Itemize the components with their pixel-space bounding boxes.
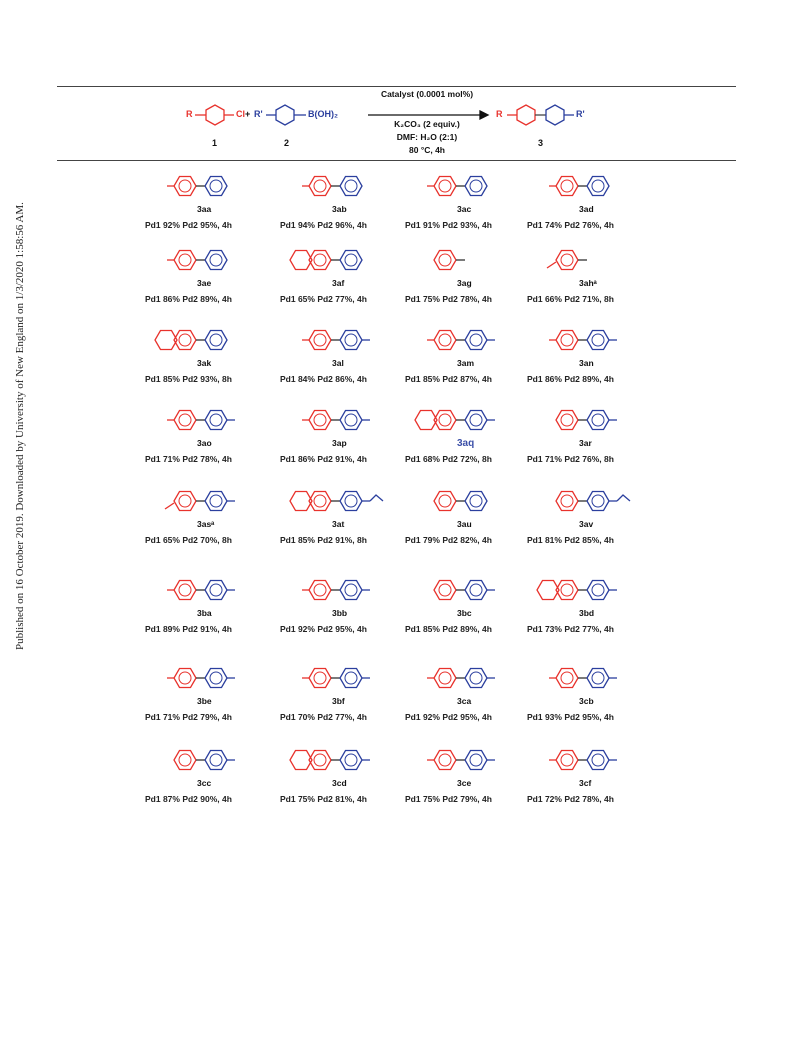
compound-structure — [405, 742, 540, 790]
yield-text: Pd1 84% Pd2 86%, 4h — [280, 374, 367, 384]
aryl-ring-left — [434, 751, 456, 770]
yield-text: Pd1 71% Pd2 79%, 4h — [145, 712, 232, 722]
compound-entry — [527, 742, 662, 817]
aromatic-circle — [314, 180, 326, 192]
compound-entry — [527, 168, 662, 243]
compound-label: 3av — [579, 519, 594, 529]
compound-label: 3cf — [579, 778, 592, 788]
aryl-ring-left — [174, 581, 196, 600]
compound-entry — [527, 402, 662, 477]
aromatic-circle — [210, 414, 222, 426]
aryl-ring-right — [205, 751, 227, 770]
aromatic-circle — [345, 754, 357, 766]
aromatic-circle — [314, 672, 326, 684]
yield-text: Pd1 75% Pd2 78%, 4h — [405, 294, 492, 304]
compound-structure — [405, 660, 540, 708]
compound-structure — [405, 242, 540, 290]
scheme-plus: + — [245, 109, 251, 119]
aromatic-circle — [470, 495, 482, 507]
yield-text: Pd1 71% Pd2 76%, 8h — [527, 454, 614, 464]
aryl-ring-right — [340, 581, 362, 600]
condition-base: K₂CO₃ (2 equiv.) — [394, 119, 460, 129]
scheme-r: R — [186, 109, 193, 119]
product-r: R — [496, 109, 503, 119]
yield-text: Pd1 92% Pd2 95%, 4h — [280, 624, 367, 634]
compound-label: 3bc — [457, 608, 472, 618]
scheme-cl: Cl — [236, 109, 245, 119]
aryl-ring-right — [340, 177, 362, 196]
compound-label: 3ap — [332, 438, 347, 448]
aryl-ring-right — [205, 411, 227, 430]
aryl-ring-right — [587, 492, 609, 511]
aryl-ring-right — [587, 411, 609, 430]
compound-entry — [405, 322, 540, 397]
aromatic-circle — [592, 414, 604, 426]
compound-label: 3cb — [579, 696, 594, 706]
aryl-ring-left — [174, 492, 196, 511]
aryl-ring-left — [309, 177, 331, 196]
aromatic-circle — [179, 495, 191, 507]
aromatic-circle — [592, 754, 604, 766]
aryl-ring-left — [434, 669, 456, 688]
yield-text: Pd1 66% Pd2 71%, 8h — [527, 294, 614, 304]
yield-text: Pd1 68% Pd2 72%, 8h — [405, 454, 492, 464]
aryl-ring-right — [205, 669, 227, 688]
compound-structure — [527, 168, 662, 216]
yield-text: Pd1 65% Pd2 70%, 8h — [145, 535, 232, 545]
aryl-ring-left — [434, 177, 456, 196]
condition-temperature: 80 °C, 4h — [409, 145, 445, 155]
aromatic-circle — [439, 754, 451, 766]
compound-label: 3cd — [332, 778, 347, 788]
aryl-ring-left — [309, 581, 331, 600]
aryl-ring-right — [340, 331, 362, 350]
yield-text: Pd1 72% Pd2 78%, 4h — [527, 794, 614, 804]
aromatic-circle — [561, 180, 573, 192]
compound-label: 3am — [457, 358, 475, 368]
aryl-ring-right — [205, 331, 227, 350]
compound-structure — [527, 322, 662, 370]
aryl-ring-left — [434, 251, 456, 270]
compound-structure — [145, 742, 280, 790]
aryl-ring-right — [340, 751, 362, 770]
compound-entry — [405, 483, 540, 558]
compound-label: 3ar — [579, 438, 592, 448]
aryl-ring-left — [556, 492, 578, 511]
aryl-ring-left — [556, 411, 578, 430]
aromatic-circle — [210, 254, 222, 266]
compound-structure — [145, 242, 280, 290]
compound-entry — [145, 742, 280, 817]
compound-structure — [280, 402, 415, 450]
compound-label: 3ca — [457, 696, 472, 706]
compound-structure — [280, 742, 415, 790]
aromatic-circle — [210, 672, 222, 684]
scheme-boh2: B(OH)₂ — [308, 109, 338, 119]
aryl-ring-right — [205, 251, 227, 270]
compound-label: 3cc — [197, 778, 212, 788]
yield-text: Pd1 91% Pd2 93%, 4h — [405, 220, 492, 230]
aryl-ring-right — [340, 492, 362, 511]
compound-structure — [280, 483, 415, 531]
compound-structure — [527, 660, 662, 708]
aromatic-circle — [561, 584, 573, 596]
aromatic-circle — [561, 414, 573, 426]
yield-text: Pd1 89% Pd2 91%, 4h — [145, 624, 232, 634]
aromatic-circle — [179, 672, 191, 684]
aryl-ring-right — [340, 251, 362, 270]
compound-label: 3be — [197, 696, 212, 706]
aryl-ring-left — [309, 411, 331, 430]
aryl-ring-right — [340, 669, 362, 688]
compound-structure — [405, 572, 540, 620]
aryl-ring-right — [465, 581, 487, 600]
compound-entry — [405, 402, 540, 477]
compound-label: 3bf — [332, 696, 345, 706]
aryl-ring-left — [556, 751, 578, 770]
aromatic-circle — [561, 254, 573, 266]
compound-label: 3ao — [197, 438, 212, 448]
compound-entry — [280, 402, 415, 477]
yield-text: Pd1 86% Pd2 89%, 4h — [527, 374, 614, 384]
compound-structure — [280, 322, 415, 370]
aromatic-circle — [592, 495, 604, 507]
compound-label: 3bd — [579, 608, 595, 618]
reagent-1-label: 1 — [212, 138, 218, 148]
compound-structure — [405, 483, 540, 531]
compound-entry — [280, 483, 415, 558]
compound-label: 3ce — [457, 778, 472, 788]
aryl-ring-right — [587, 177, 609, 196]
aryl-ring-left — [434, 331, 456, 350]
yield-text: Pd1 79% Pd2 82%, 4h — [405, 535, 492, 545]
aromatic-circle — [345, 672, 357, 684]
aromatic-circle — [210, 334, 222, 346]
compound-entry — [405, 572, 540, 647]
aryl-ring-right — [465, 411, 487, 430]
aromatic-circle — [592, 334, 604, 346]
aromatic-circle — [179, 754, 191, 766]
aromatic-circle — [561, 495, 573, 507]
compound-structure — [527, 742, 662, 790]
aromatic-circle — [470, 180, 482, 192]
compound-entry — [145, 242, 280, 317]
substituent-bond — [165, 503, 174, 509]
aromatic-circle — [345, 334, 357, 346]
compound-entry — [527, 242, 662, 317]
compound-entry — [280, 742, 415, 817]
aromatic-circle — [561, 334, 573, 346]
aromatic-circle — [345, 180, 357, 192]
compound-structure — [527, 483, 662, 531]
compound-label: 3ahᵃ — [579, 278, 597, 288]
compound-entry — [145, 402, 280, 477]
yield-text: Pd1 92% Pd2 95%, 4h — [145, 220, 232, 230]
yield-text: Pd1 87% Pd2 90%, 4h — [145, 794, 232, 804]
compound-entry — [527, 322, 662, 397]
aryl-ring-left — [309, 331, 331, 350]
aromatic-circle — [439, 254, 451, 266]
compound-label: 3al — [332, 358, 344, 368]
compound-structure — [145, 168, 280, 216]
yield-text: Pd1 74% Pd2 76%, 4h — [527, 220, 614, 230]
yield-text: Pd1 73% Pd2 77%, 4h — [527, 624, 614, 634]
substituent-bond — [547, 262, 556, 268]
compound-structure — [145, 660, 280, 708]
yield-text: Pd1 75% Pd2 81%, 4h — [280, 794, 367, 804]
compound-entry — [527, 483, 662, 558]
compound-structure — [527, 402, 662, 450]
compound-label: 3asᵃ — [197, 519, 215, 529]
compound-entry — [145, 168, 280, 243]
product-rprime: R' — [576, 109, 585, 119]
aromatic-circle — [179, 584, 191, 596]
aromatic-circle — [314, 495, 326, 507]
aryl-ring-left — [174, 411, 196, 430]
aryl-ring-left — [556, 251, 578, 270]
aryl-ring-left — [174, 669, 196, 688]
compound-entry — [145, 572, 280, 647]
aryl-ring-left — [174, 751, 196, 770]
aromatic-circle — [439, 584, 451, 596]
compound-label: 3af — [332, 278, 345, 288]
aryl-ring-right — [465, 492, 487, 511]
compound-entry — [280, 660, 415, 735]
compound-entry — [527, 660, 662, 735]
aryl-ring-left — [174, 251, 196, 270]
yield-text: Pd1 94% Pd2 96%, 4h — [280, 220, 367, 230]
aryl-ring-left — [556, 177, 578, 196]
sidenote-text: Published on 16 October 2019. Downloaded by University of New England on 1/3/2020 1:58:56 AM. — [14, 202, 26, 650]
compound-entry — [280, 168, 415, 243]
compound-label: 3au — [457, 519, 472, 529]
aromatic-circle — [470, 414, 482, 426]
aromatic-circle — [470, 672, 482, 684]
compound-entry — [405, 742, 540, 817]
compound-structure — [280, 572, 415, 620]
aryl-ring-right — [205, 581, 227, 600]
aromatic-circle — [210, 180, 222, 192]
aryl-ring-right — [340, 411, 362, 430]
aryl-ring-right — [465, 669, 487, 688]
compound-entry — [527, 572, 662, 647]
aromatic-circle — [179, 334, 191, 346]
aromatic-circle — [561, 672, 573, 684]
compound-label: 3bb — [332, 608, 348, 618]
yield-text: Pd1 86% Pd2 91%, 4h — [280, 454, 367, 464]
compound-structure — [280, 660, 415, 708]
compound-label: 3ad — [579, 204, 594, 214]
aryl-ring-left — [556, 331, 578, 350]
yield-text: Pd1 85% Pd2 89%, 4h — [405, 624, 492, 634]
aryl-ring-right — [587, 751, 609, 770]
compound-label: 3ba — [197, 608, 212, 618]
compound-entry — [145, 660, 280, 735]
compound-label: 3aq — [457, 438, 475, 449]
aromatic-circle — [210, 495, 222, 507]
aromatic-circle — [439, 334, 451, 346]
compound-label: 3ak — [197, 358, 212, 368]
condition-solvent: DMF: H₂O (2:1) — [396, 132, 458, 142]
aryl-ring-right — [587, 581, 609, 600]
yield-text: Pd1 92% Pd2 95%, 4h — [405, 712, 492, 722]
compound-entry — [405, 168, 540, 243]
compound-entry — [280, 242, 415, 317]
aromatic-circle — [314, 414, 326, 426]
aryl-ring-right — [465, 751, 487, 770]
condition-catalyst: Catalyst (0.0001 mol%) — [380, 89, 474, 99]
aryl-ring-right — [465, 331, 487, 350]
compound-structure — [280, 242, 415, 290]
aromatic-circle — [345, 584, 357, 596]
aryl-ring-left — [556, 669, 578, 688]
aromatic-circle — [439, 672, 451, 684]
aromatic-circle — [345, 495, 357, 507]
compound-entry — [145, 483, 280, 558]
aromatic-circle — [470, 754, 482, 766]
aromatic-circle — [470, 334, 482, 346]
yield-text: Pd1 81% Pd2 85%, 4h — [527, 535, 614, 545]
aromatic-circle — [592, 584, 604, 596]
aromatic-circle — [439, 180, 451, 192]
aryl-ring-right — [465, 177, 487, 196]
compound-label: 3ag — [457, 278, 472, 288]
yield-text: Pd1 93% Pd2 95%, 4h — [527, 712, 614, 722]
aromatic-circle — [179, 180, 191, 192]
compound-structure — [145, 402, 280, 450]
aromatic-circle — [592, 180, 604, 192]
aromatic-circle — [314, 254, 326, 266]
yield-text: Pd1 75% Pd2 79%, 4h — [405, 794, 492, 804]
aryl-ring-left — [434, 492, 456, 511]
compound-structure — [145, 572, 280, 620]
yield-text: Pd1 71% Pd2 78%, 4h — [145, 454, 232, 464]
aromatic-circle — [345, 414, 357, 426]
reagent-2-label: 2 — [284, 138, 290, 148]
compound-label: 3an — [579, 358, 594, 368]
yield-text: Pd1 86% Pd2 89%, 4h — [145, 294, 232, 304]
yield-text: Pd1 85% Pd2 87%, 4h — [405, 374, 492, 384]
compound-label: 3ac — [457, 204, 472, 214]
yield-text: Pd1 65% Pd2 77%, 4h — [280, 294, 367, 304]
compound-label: 3ae — [197, 278, 212, 288]
compound-entry — [405, 242, 540, 317]
ethyl-chain — [617, 495, 630, 501]
compound-structure — [280, 168, 415, 216]
aromatic-circle — [314, 584, 326, 596]
scheme-rprime: R' — [254, 109, 263, 119]
compound-label: 3aa — [197, 204, 212, 214]
compound-entry — [405, 660, 540, 735]
aromatic-circle — [179, 254, 191, 266]
aromatic-circle — [345, 254, 357, 266]
aromatic-circle — [592, 672, 604, 684]
aromatic-circle — [314, 334, 326, 346]
aromatic-circle — [210, 754, 222, 766]
compound-structure — [527, 572, 662, 620]
aryl-ring-right — [205, 492, 227, 511]
compound-label: 3at — [332, 519, 345, 529]
ethyl-chain — [370, 495, 383, 501]
yield-text: Pd1 70% Pd2 77%, 4h — [280, 712, 367, 722]
compound-entry — [280, 322, 415, 397]
aromatic-circle — [210, 584, 222, 596]
aromatic-circle — [470, 584, 482, 596]
compound-entry — [280, 572, 415, 647]
aryl-ring-left — [434, 581, 456, 600]
aryl-ring-right — [587, 669, 609, 688]
compound-structure — [405, 168, 540, 216]
yield-text: Pd1 85% Pd2 93%, 8h — [145, 374, 232, 384]
aromatic-circle — [439, 495, 451, 507]
aryl-ring-left — [174, 177, 196, 196]
aromatic-circle — [561, 754, 573, 766]
yield-text: Pd1 85% Pd2 91%, 8h — [280, 535, 367, 545]
aryl-ring-right — [587, 331, 609, 350]
aromatic-circle — [314, 754, 326, 766]
aryl-ring-right — [205, 177, 227, 196]
aromatic-circle — [439, 414, 451, 426]
product-label: 3 — [538, 138, 544, 148]
aryl-ring-left — [309, 669, 331, 688]
aromatic-circle — [179, 414, 191, 426]
compound-entry — [145, 322, 280, 397]
compound-label: 3ab — [332, 204, 347, 214]
compound-structure — [145, 322, 280, 370]
